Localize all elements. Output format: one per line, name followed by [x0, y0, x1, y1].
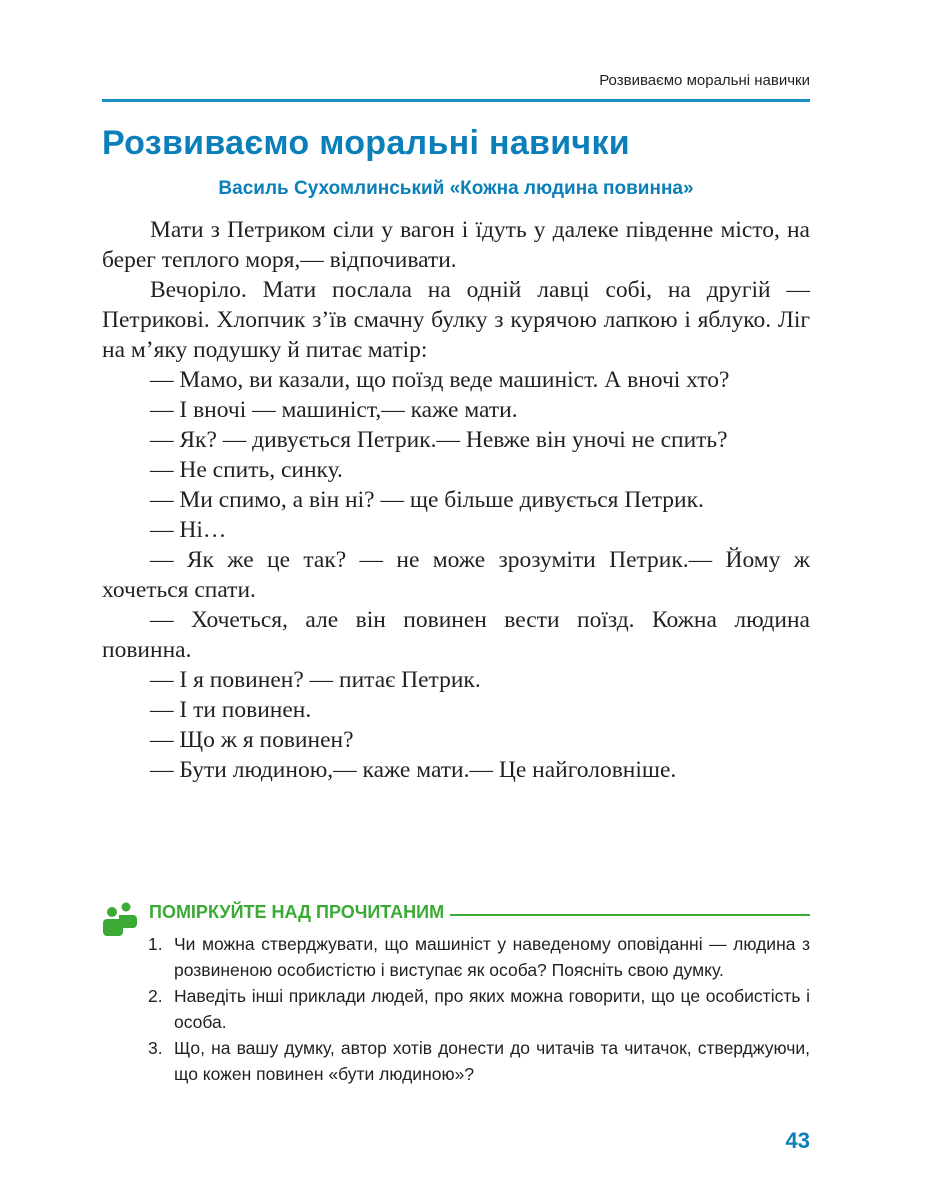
- page-number: 43: [785, 1128, 810, 1153]
- section-heading: ПОМІРКУЙТЕ НАД ПРОЧИТАНИМ: [149, 902, 450, 923]
- question-number: 3.: [148, 1038, 163, 1058]
- question-list: [148, 931, 810, 1087]
- question-item: [148, 983, 810, 1035]
- question-text: Наведіть інші приклади людей, про яких можна говорити, що це особистість і особа.: [174, 986, 810, 1032]
- story-paragraph: — І вночі — машиніст,— каже мати.: [150, 397, 518, 423]
- story-paragraph: — Як же це так? — не може зрозуміти Петрик.— Йому ж хочеться спати.: [102, 547, 810, 603]
- people-group-icon: [102, 901, 138, 937]
- story-paragraph: Вечоріло. Мати послала на одній лавці собі, на другій — Петрикові. Хлопчик з’їв смачну булку з курячою лапкою і яблуко. Ліг на м’яку подушку й питає матір:: [102, 277, 810, 363]
- question-item: [148, 1035, 810, 1087]
- story-paragraph: — Ми спимо, а він ні? — ще більше дивується Петрик.: [150, 487, 704, 513]
- question-number: 1.: [148, 934, 163, 954]
- question-number: 2.: [148, 986, 163, 1006]
- question-item: [148, 931, 810, 983]
- story-paragraph: — І я повинен? — питає Петрик.: [150, 667, 481, 693]
- story-paragraph: — Як? — дивується Петрик.— Невже він уночі не спить?: [150, 427, 728, 453]
- story-paragraph: — Хочеться, але він повинен вести поїзд. Кожна людина повинна.: [102, 607, 810, 663]
- story-paragraph: — І ти повинен.: [150, 697, 312, 723]
- story-paragraph: — Що ж я повинен?: [150, 727, 354, 753]
- question-text: Чи можна стверджувати, що машиніст у наведеному оповіданні — людина з розвиненою особистістю і виступає як особа? Поясніть свою думку.: [174, 934, 810, 980]
- header-rule: [102, 99, 810, 102]
- story-paragraph: — Ні…: [150, 517, 227, 543]
- story-paragraph: Мати з Петриком сіли у вагон і їдуть у далеке південне місто, на берег теплого моря,— відпочивати.: [102, 217, 810, 273]
- story-subtitle: Василь Сухомлинський «Кожна людина повинна»: [218, 178, 694, 199]
- page-title: Розвиваємо моральні навички: [102, 124, 630, 162]
- story-paragraph: — Мамо, ви казали, що поїзд веде машиніст. А вночі хто?: [150, 367, 730, 393]
- story-text: [102, 215, 810, 785]
- running-head: Розвиваємо моральні навички: [599, 72, 810, 89]
- story-paragraph: — Бути людиною,— каже мати.— Це найголовніше.: [150, 757, 677, 783]
- story-paragraph: — Не спить, синку.: [150, 457, 343, 483]
- question-text: Що, на вашу думку, автор хотів донести до читачів та читачок, стверджуючи, що кожен повинен «бути людиною»?: [174, 1038, 810, 1084]
